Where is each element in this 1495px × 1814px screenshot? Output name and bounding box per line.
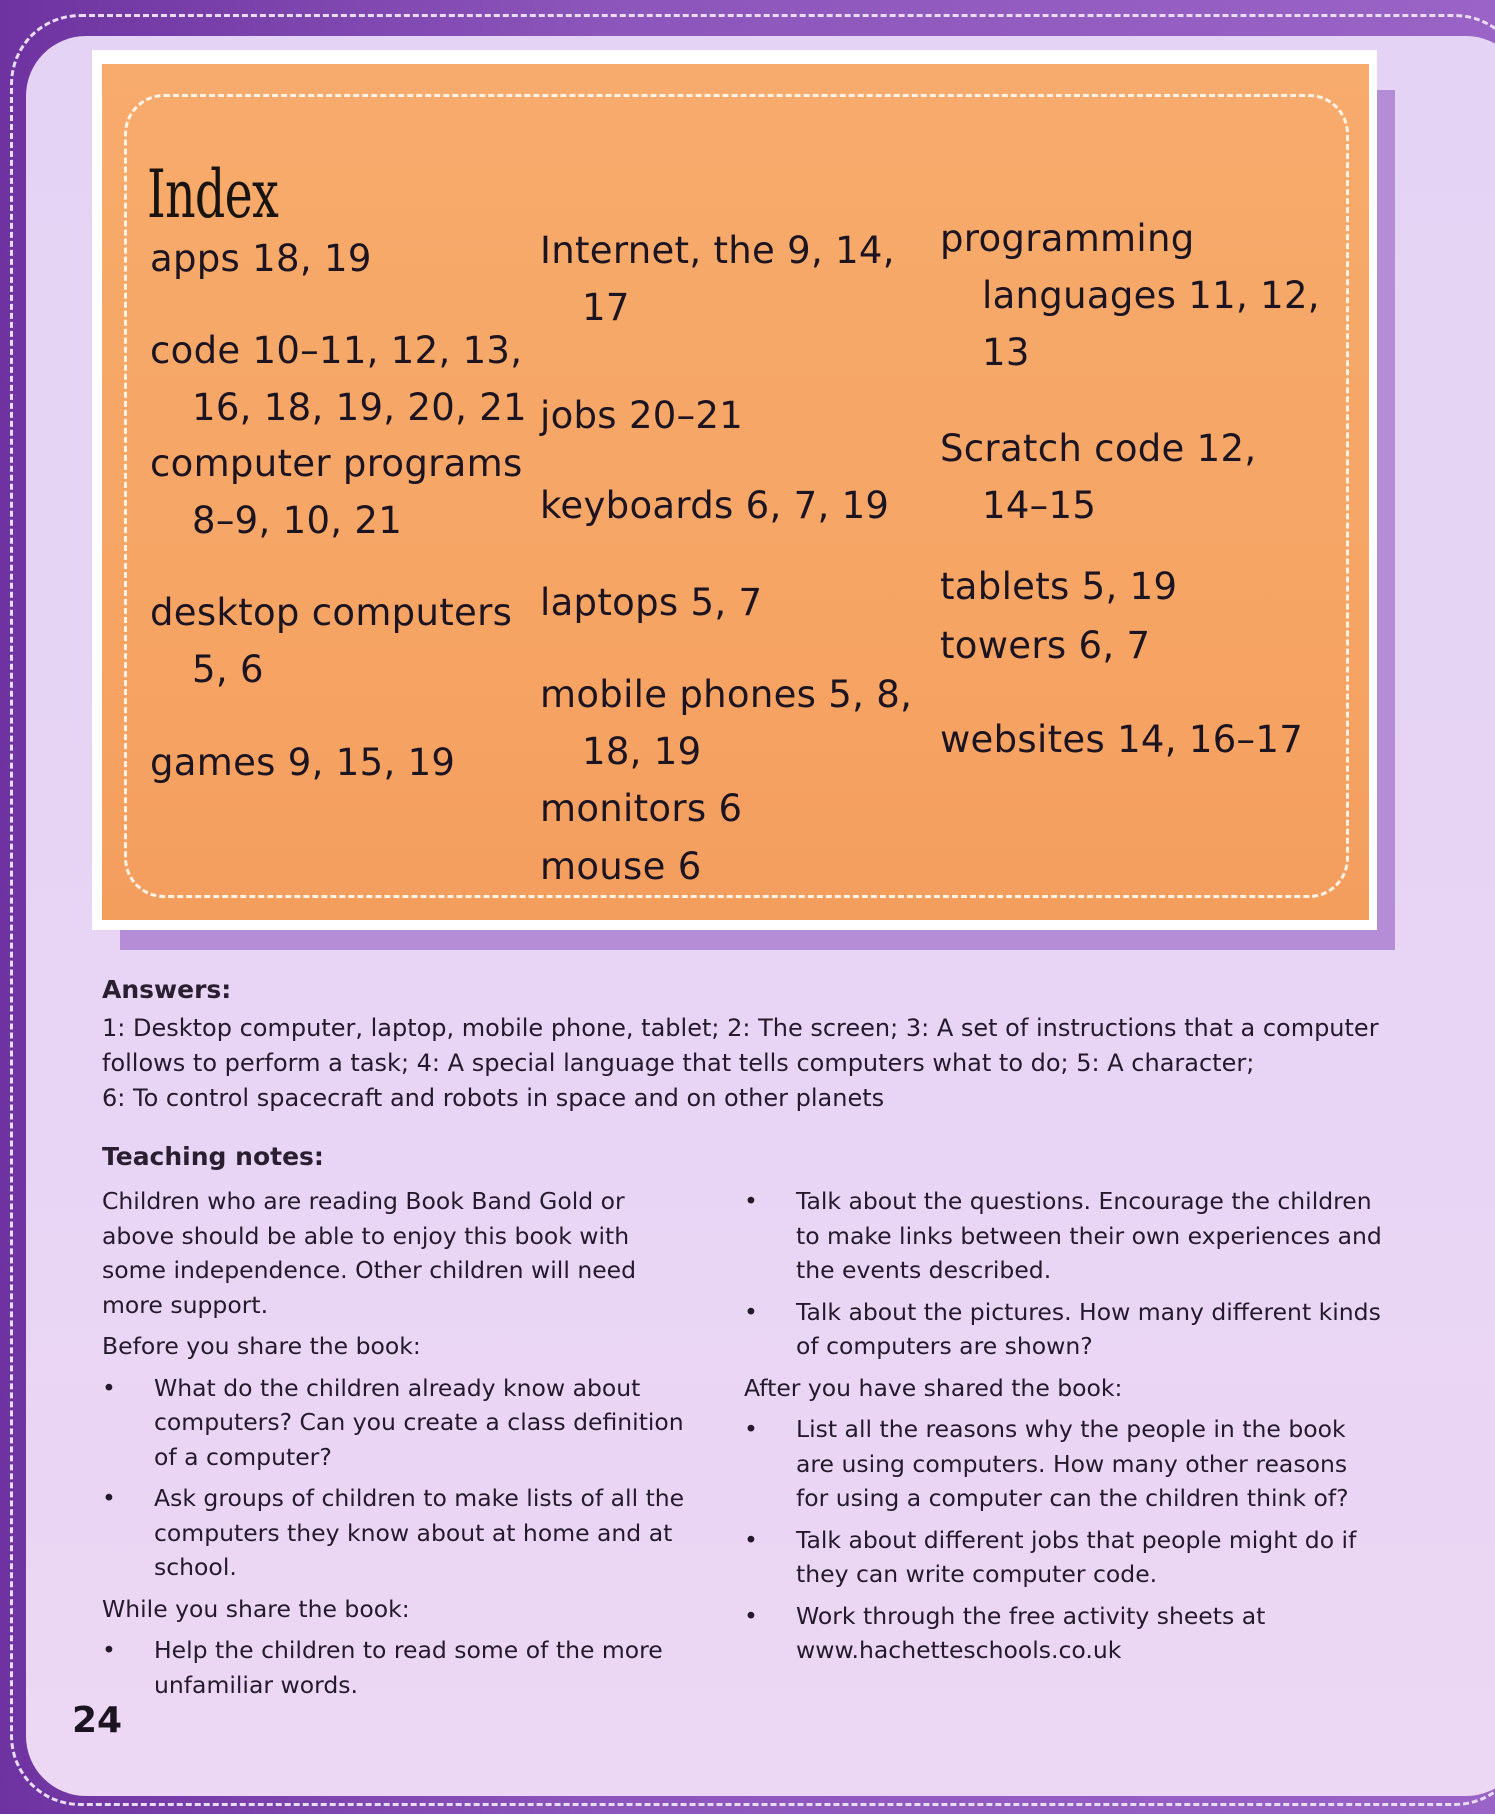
index-entry: [540, 222, 895, 336]
bullet: •: [744, 1297, 758, 1326]
list-item-text: Help the children to read some of the more unfamiliar words.: [154, 1636, 663, 1699]
list-item-text: Talk about the pictures. How many different kinds of computers are shown?: [796, 1297, 1381, 1360]
index-entry-term: websites 14, 16–17: [940, 718, 1304, 761]
index-entry-continuation: 18, 19: [582, 730, 702, 773]
index-entry-continuation: 14–15: [982, 484, 1097, 527]
list-item: [102, 1633, 702, 1702]
list-item: [102, 1371, 702, 1475]
index-entry-term: tablets 5, 19: [940, 565, 1178, 608]
index-entry-continuation: languages 11, 12,: [982, 274, 1320, 317]
index-entry-term: mouse 6: [540, 845, 702, 888]
index-entry: [540, 780, 742, 837]
list-item: [744, 1184, 1384, 1288]
index-entry-term: keyboards 6, 7, 19: [540, 484, 890, 527]
index-entry: [940, 711, 1303, 768]
index-entry: [150, 230, 372, 287]
list-item: [744, 1412, 1384, 1516]
bullet: •: [102, 1636, 116, 1664]
list-item-text: Ask groups of children to make lists of all the computers they know about at home and at school.: [154, 1484, 685, 1581]
list-item-text: What do the children already know about computers? Can you create a class definition of a computer?: [154, 1373, 684, 1471]
index-title: Index: [147, 156, 279, 233]
list-item-text: Talk about different jobs that people might do if they can write computer code.: [796, 1525, 1357, 1588]
list-item: [744, 1295, 1384, 1364]
index-entry: [150, 734, 455, 791]
list-item-text: Talk about the questions. Encourage the children to make links between their own experiences and the events described.: [796, 1187, 1382, 1284]
index-entry: [540, 477, 889, 534]
after-label: After you have shared the book:: [744, 1373, 1123, 1402]
index-entry: [940, 210, 1320, 381]
list-item-text: Work through the free activity sheets at www.hachetteschools.co.uk: [796, 1601, 1266, 1664]
answers-line: 1: Desktop computer, laptop, mobile phone, tablet; 2: The screen; 3: A set of instructions that a computer: [102, 1014, 1379, 1042]
before-label: Before you share the book:: [102, 1332, 421, 1360]
index-entry-term: mobile phones 5, 8,: [540, 673, 913, 716]
index-entry-continuation: 5, 6: [192, 648, 264, 691]
page-number: 24: [72, 1700, 123, 1741]
index-entry-term: code 10–11, 12, 13,: [150, 329, 523, 372]
index-entry-continuation: 17: [582, 286, 630, 329]
index-entry-term: laptops 5, 7: [540, 581, 763, 624]
bullet: •: [744, 1601, 758, 1630]
list-item: [102, 1481, 702, 1585]
index-entry-term: Internet, the 9, 14,: [540, 229, 895, 272]
bullet: •: [744, 1187, 758, 1215]
index-entry-term: monitors 6: [540, 787, 743, 830]
bullet: •: [102, 1484, 116, 1512]
answers-section: [102, 972, 1379, 1116]
bullet: •: [744, 1525, 758, 1554]
index-entry: [540, 838, 702, 895]
index-entry-term: programming: [940, 217, 1195, 260]
bullet: •: [102, 1373, 116, 1402]
index-entry-term: towers 6, 7: [940, 624, 1151, 667]
teaching-left-column: [102, 1184, 702, 1709]
while-label: While you share the book:: [102, 1594, 410, 1623]
list-item-text: List all the reasons why the people in the book are using computers. How many other reasons for using a computer can the children think of?: [796, 1415, 1349, 1512]
index-entry-term: computer programs: [150, 442, 523, 485]
index-entry-term: Scratch code 12,: [940, 427, 1257, 470]
teaching-notes-heading: Teaching notes:: [102, 1142, 324, 1171]
index-entry: [150, 322, 527, 436]
index-entry-term: desktop computers: [150, 591, 513, 634]
bullet: •: [744, 1415, 758, 1443]
answers-heading: Answers:: [102, 975, 232, 1004]
index-entry: [150, 584, 512, 698]
index-entry: [940, 558, 1177, 615]
index-card: [102, 64, 1369, 920]
index-entry: [940, 420, 1256, 534]
index-entry-continuation: 8–9, 10, 21: [192, 499, 403, 542]
index-entry-continuation: 16, 18, 19, 20, 21: [192, 386, 527, 429]
index-entry: [540, 387, 743, 444]
list-item: [744, 1523, 1384, 1592]
answers-line: follows to perform a task; 4: A special language that tells computers what to do; 5: A character;: [102, 1049, 1255, 1077]
index-entry-term: apps 18, 19: [150, 237, 372, 280]
index-entry-continuation: 13: [982, 331, 1030, 374]
teaching-right-column: [744, 1184, 1384, 1675]
index-entry: [940, 617, 1150, 674]
index-entry: [540, 574, 762, 631]
list-item: [744, 1599, 1384, 1668]
index-entry-term: games 9, 15, 19: [150, 741, 456, 784]
index-entry: [540, 666, 912, 780]
index-entry-term: jobs 20–21: [540, 394, 744, 437]
teaching-intro: Children who are reading Book Band Gold or above should be able to enjoy this book with some independence. Other children will need more support.: [102, 1187, 637, 1319]
answers-line: 6: To control spacecraft and robots in space and on other planets: [102, 1084, 885, 1112]
index-entry: [150, 435, 523, 549]
